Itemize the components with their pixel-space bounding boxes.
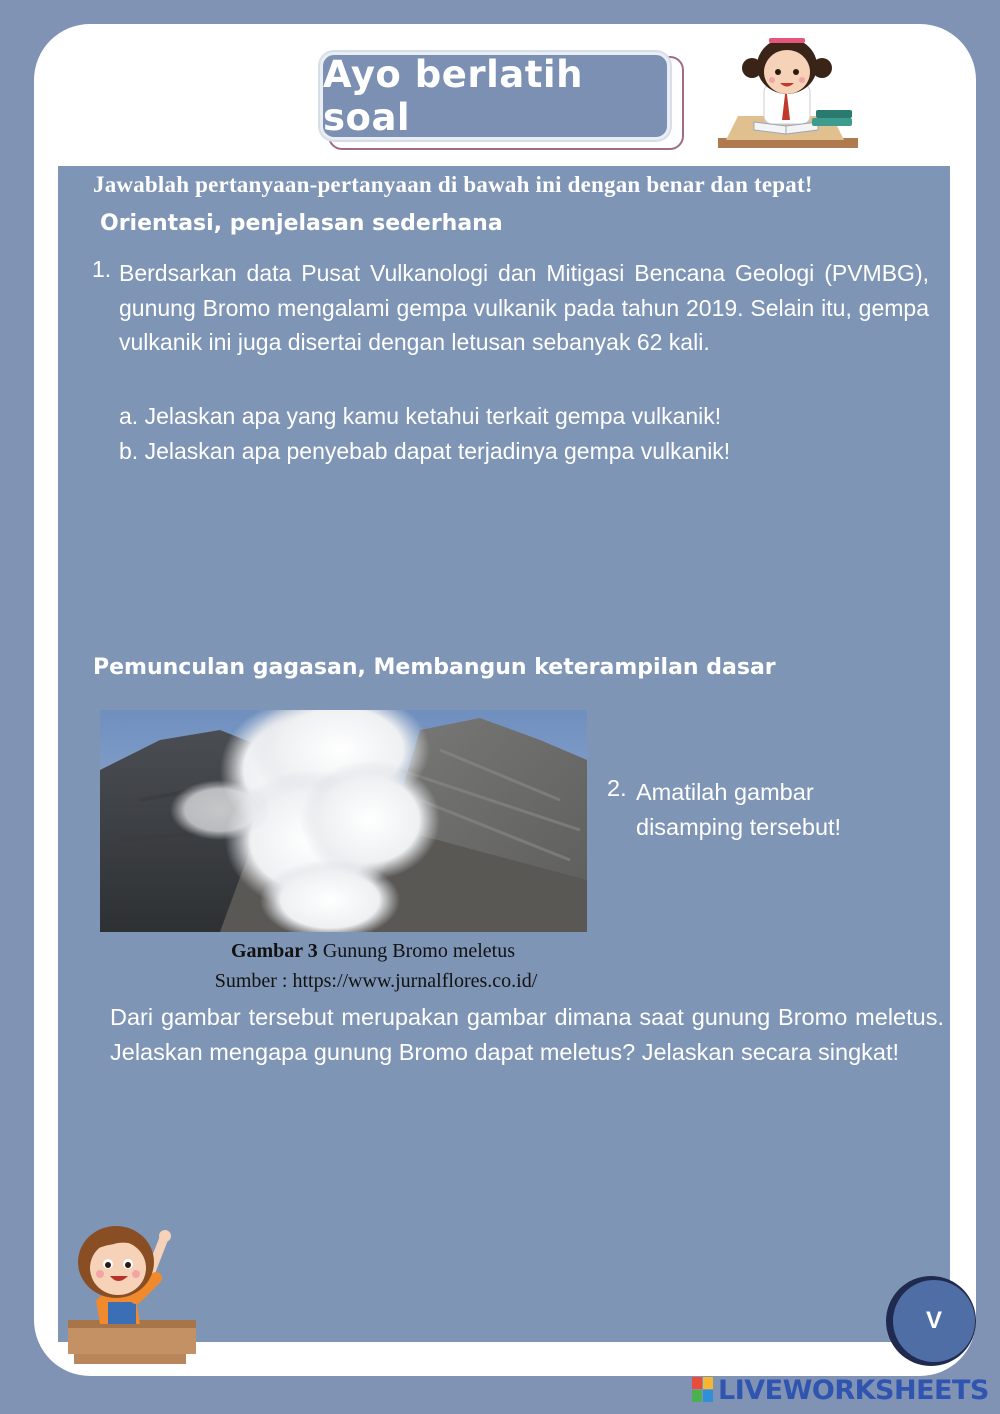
page-title: Ayo berlatih soal [323,53,583,139]
question-2-number: 2. [607,775,627,801]
girl-pointing-illustration [66,1214,198,1366]
figure-source: Sumber : https://www.jurnalflores.co.id/ [214,970,538,992]
liveworksheets-logo-icon [692,1377,714,1403]
question-2-text: Amatilah gambar disamping tersebut! [636,779,842,840]
title-banner [320,52,670,140]
figure-label: Gambar 3 [230,940,318,962]
figure-caption [0,940,746,963]
question-1-text: Berdsarkan data Pusat Vulkanologi dan Mitigasi Bencana Geologi (PVMBG), gunung Bromo mengalami gempa vulkanik pada tahun 2019. Selain itu, gempa vulkanik ini juga disertai dengan letusan sebanyak 62 kali. [119,260,929,355]
question-1b: b. Jelaskan apa penyebab dapat terjadinya gempa vulkanik! [119,438,731,464]
page-number: V [925,1307,942,1334]
bromo-eruption-photo [100,710,587,932]
question-2-followup: Dari gambar tersebut merupakan gambar dimana saat gunung Bromo meletus. Jelaskan mengapa gunung Bromo dapat meletus? Jelaskan secara singkat! [110,1004,944,1065]
liveworksheets-brand[interactable] [692,1372,989,1408]
page-number-badge [893,1280,975,1362]
question-1a: a. Jelaskan apa yang kamu ketahui terkait gempa vulkanik! [119,403,722,429]
figure-caption-text: Gunung Bromo meletus [317,940,516,962]
instructions: Jawablah pertanyaan-pertanyaan di bawah ini dengan benar dan tepat! [93,172,813,197]
question-1-number: 1. [92,256,112,282]
section-heading-orientation: Orientasi, penjelasan sederhana [100,211,503,236]
brand-name: LIVEWORKSHEETS [718,1374,989,1406]
student-studying-illustration [712,28,862,152]
section-heading-ideas: Pemunculan gagasan, Membangun keterampilan dasar [93,655,776,680]
